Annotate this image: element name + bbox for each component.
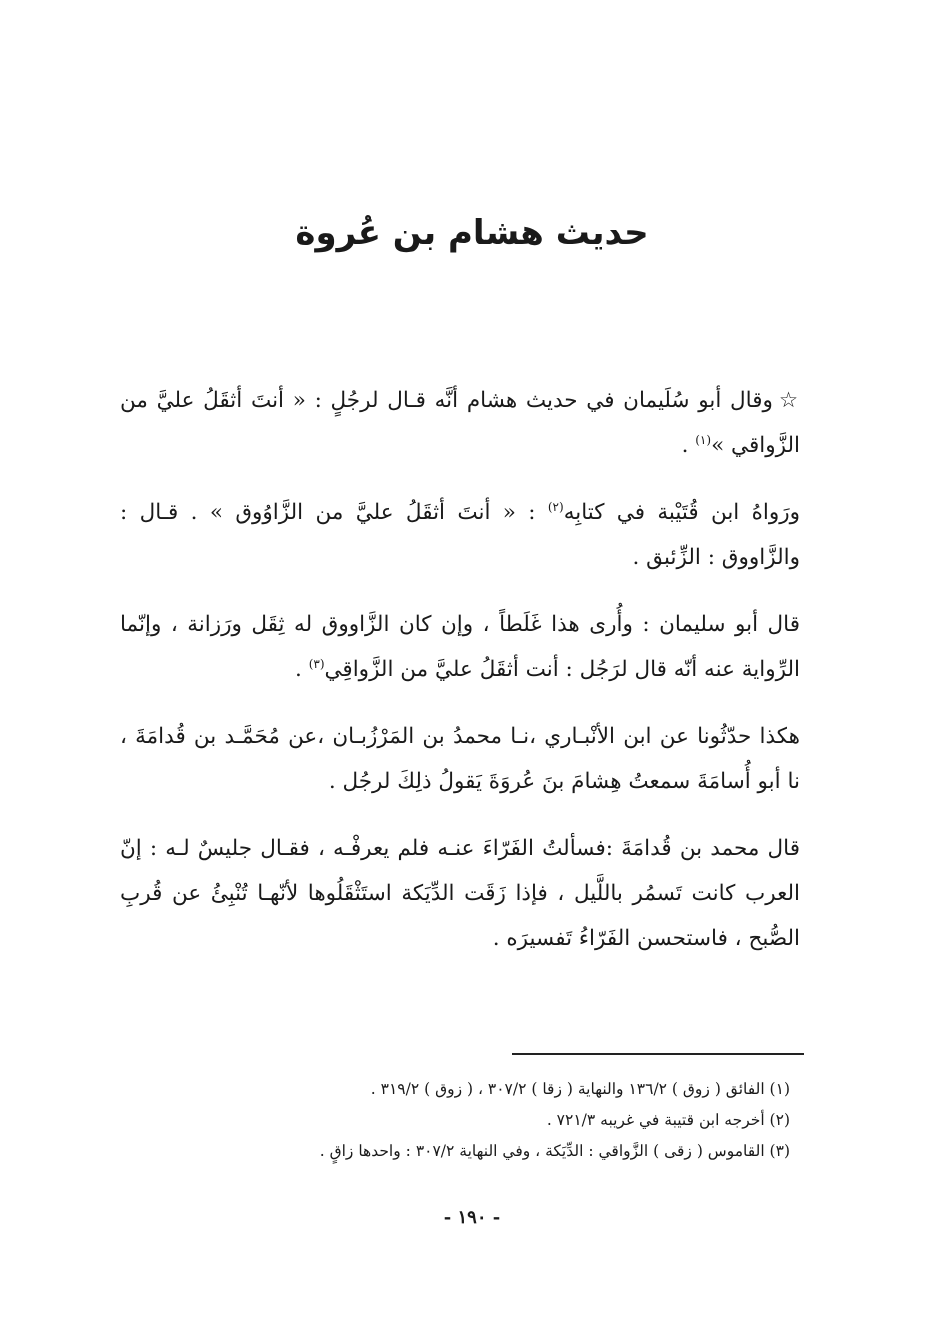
footnote-ref: (١) — [695, 432, 712, 447]
chapter-title: حديث هشام بن عُروة — [295, 213, 649, 253]
footnote-divider — [512, 1053, 804, 1055]
paragraph-text: قال أبو سليمان : وأُرى هذا غَلَطاً ، وإن كان الزَّاووق له ثِقَل ورَزانة ، وإنّما الرِّواية عنه أنّه قال لرَجُل : أنت أثقَلُ عليَّ من الزَّواقِي — [120, 612, 800, 682]
footnote-ref: (٢) — [547, 499, 564, 514]
paragraph-text: وقال أبو سُلَيمان في حديث هشام أنَّه قـال لرجُلٍ : « أنتَ أثقَلُ عليَّ من الزَّواقي » — [120, 388, 800, 458]
paragraph-text: قال محمد بن قُدامَةَ :فسألتُ الفَرّاءَ عنـه فلم يعرفْـه ، فقـال جليسٌ لـه : إنّ العرب كانت تَسمُر باللَّيل ، فإذا زَقَت الدِّيَكة استَثْقَلُوها لأنّهـا تُنْبِئُ عن قُربِ الصُّبح ، فاستحسن الفَرّاءُ تَفسيرَه . — [120, 836, 800, 951]
page-number: - ١٩٠ - — [443, 1207, 501, 1228]
footnote-3: (٣) القاموس ( زقى ) الزَّواقي : الدِّيَكة ، وفي النهاية ٣٠٧/٢ : واحدها زاقٍ . — [319, 1142, 790, 1160]
paragraph-text: هكذا حدّثُونا عن ابن الأنْبـاري ،نـا محمدُ بن المَرْزُبـان ،عن مُحَمَّـد بن قُدامَةَ ، نا أبو أُسامَةَ سمعتُ هِشامَ بنَ عُروَةَ يَقولُ ذلِكَ لرجُل . — [120, 724, 800, 794]
paragraph-text: ورَواهُ ابن قُتَيْبة في كتابِه — [563, 500, 801, 525]
paragraph-end: . — [295, 657, 309, 682]
paragraph-1 — [120, 378, 800, 468]
footnote-2: (٢) أخرجه ابن قتيبة في غريبه ٧٢١/٣ . — [546, 1111, 790, 1129]
paragraph-2 — [120, 490, 800, 580]
paragraph-4 — [120, 714, 800, 804]
star-icon: ☆ — [778, 388, 800, 413]
footnote-1: (١) الفائق ( زوق ) ١٣٦/٢ والنهاية ( زقا ) ٣٠٧/٢ ، ( زوق ) ٣١٩/٢ . — [370, 1080, 790, 1098]
footnotes — [150, 1074, 790, 1167]
paragraph-end: : « أنتَ أثقَلُ عليَّ من الزَّاوُوق » . قـال : والزَّاووق : الزِّئبق . — [120, 500, 800, 570]
paragraph-end: . — [681, 433, 696, 458]
paragraph-3 — [120, 602, 800, 692]
main-text — [120, 378, 800, 983]
footnote-ref: (٣) — [308, 656, 325, 671]
paragraph-5 — [120, 826, 800, 961]
